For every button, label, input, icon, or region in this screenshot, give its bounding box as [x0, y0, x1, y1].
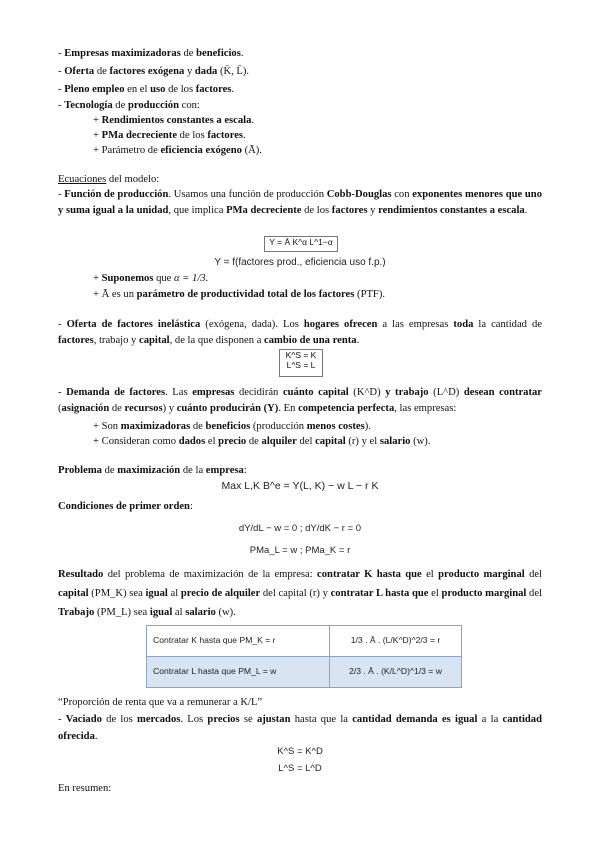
- assumption-1: - Empresas maximizadoras de beneficios.: [58, 48, 244, 59]
- ptf-line: + Ā es un parámetro de productividad total de los factores (PTF).: [93, 289, 385, 300]
- table-cell-label: Contratar L hasta que PM_L = w: [147, 657, 330, 688]
- result-paragraph: Resultado del problema de maximización de la empresa: contratar K hasta que el producto marginal del capital (PM_K) sea igual al precio de alquiler del capital (r) y contratar L hasta que el producto marginal del Trabajo (PM_L) sea igual al salario (w).: [58, 569, 543, 618]
- supply-equations-box: K^S = K L^S = L: [279, 349, 323, 377]
- factor-demand-paragraph: - Demanda de factores. Las empresas decidirán cuánto capital (K^D) y trabajo (L^D) desean contratar (asignación de recursos) y cuánto producirán (Y). En competencia perfecta, las empresas:: [58, 387, 543, 414]
- equations-heading: Ecuaciones del modelo:: [58, 174, 160, 185]
- table-cell-formula: 1/3 . Ā . (L/K^D)^2/3 = r: [330, 626, 462, 657]
- table-row: [147, 657, 462, 688]
- demand-sub-2: + Consideran como dados el precio de alquiler del capital (r) y el salario (w).: [93, 436, 431, 447]
- foc-derivative-equations: dY/dL − w = 0 ; dY/dK − r = 0: [238, 523, 362, 534]
- assumption-2: - Oferta de factores exógena y dada (K̄, L̄).: [58, 66, 250, 77]
- assumption-4-sub-1: + Rendimientos constantes a escala.: [93, 115, 255, 126]
- suponemos-line: + Suponemos que α = 1/3.: [93, 273, 209, 284]
- summary-heading: En resumen:: [58, 783, 112, 794]
- foc-marginal-product-equations: PMa_L = w ; PMa_K = r: [249, 545, 351, 556]
- maximization-problem-heading: Problema de maximización de la empresa:: [58, 465, 247, 476]
- table-row: [147, 626, 462, 657]
- demand-sub-1: + Son maximizadoras de beneficios (producción menos costes).: [93, 421, 371, 432]
- table-cell-label: Contratar K hasta que PM_K = r: [147, 626, 330, 657]
- assumption-4-sub-2: + PMa decreciente de los factores.: [93, 130, 246, 141]
- profit-maximization-formula: Max L,K B^e = Y(L, K) − w L − r K: [221, 480, 379, 492]
- rent-proportion-quote: “Proporción de renta que va a remunerar a K/L”: [58, 697, 263, 708]
- hiring-rules-table: [146, 625, 462, 688]
- capital-clearing-equation: K^S = K^D: [277, 746, 323, 757]
- general-production-form: Y = f(factores prod., eficiencia uso f.p.): [214, 257, 386, 268]
- production-function-paragraph: - Función de producción. Usamos una función de producción Cobb-Douglas con exponentes menores que uno y suma igual a la unidad, que implica PMa decreciente de los factores y rendimientos constantes a escala.: [58, 189, 542, 216]
- foc-heading: Condiciones de primer orden:: [58, 501, 193, 512]
- assumption-4-sub-3: + Parámetro de eficiencia exógeno (Ā).: [93, 145, 262, 156]
- labor-clearing-equation: L^S = L^D: [278, 763, 322, 774]
- table-cell-formula: 2/3 . Ā . (K/L^D)^1/3 = w: [330, 657, 462, 688]
- assumption-3: - Pleno empleo en el uso de los factores.: [58, 84, 235, 95]
- cobb-douglas-formula: Y = Ā K^α L^1−α: [264, 236, 338, 252]
- market-clearing-paragraph: - Vaciado de los mercados. Los precios se ajustan hasta que la cantidad demanda es igual a la cantidad ofrecida.: [58, 714, 542, 742]
- assumption-4: - Tecnología de producción con:: [58, 100, 200, 111]
- factor-supply-paragraph: - Oferta de factores inelástica (exógena, dada). Los hogares ofrecen a las empresas toda la cantidad de factores, trabajo y capital, de la que disponen a cambio de una renta.: [58, 319, 542, 346]
